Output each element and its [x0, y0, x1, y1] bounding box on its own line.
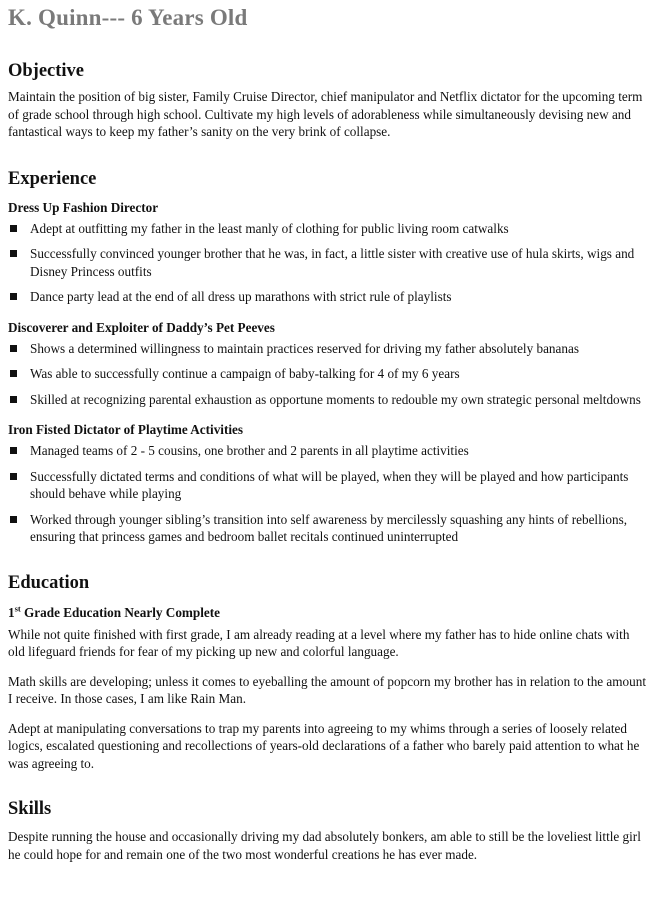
experience-heading: Experience: [8, 168, 97, 189]
education-paragraph: Math skills are developing; unless it comes to eyeballing the amount of popcorn my brother has in relation to the amount I receive. In those cases, I am like Rain Man.: [8, 673, 646, 706]
objective-heading: Objective: [8, 61, 85, 81]
list-item: Worked through younger sibling’s transition into self awareness by mercilessly squashing any hints of rebellions, ensuring that princess games and bedroom ballet recitals continued uninterrupted: [8, 511, 646, 546]
job-title-playtime: Iron Fisted Dictator of Playtime Activities: [8, 422, 244, 437]
bullet-square-icon: [10, 473, 17, 480]
job-title-dress-up: Dress Up Fashion Director: [8, 199, 159, 215]
job-bullets-dress-up: [8, 220, 646, 306]
education-paragraph: While not quite finished with first grade, I am already reading at a level where my father has to hide online chats with old lifeguard friends for fear of my picking up new and colorful language.: [8, 626, 630, 659]
list-item: Managed teams of 2 - 5 cousins, one brother and 2 parents in all playtime activities: [8, 442, 646, 460]
list-item: Skilled at recognizing parental exhaustion as opportune moments to redouble my own strategic personal meltdowns: [8, 391, 646, 409]
resume-name: K. Quinn--- 6 Years Old: [8, 5, 248, 30]
job-title-pet-peeves: Discoverer and Exploiter of Daddy’s Pet Peeves: [8, 319, 275, 335]
list-item: Dance party lead at the end of all dress up marathons with strict rule of playlists: [8, 288, 646, 306]
bullet-square-icon: [10, 516, 17, 523]
skills-heading: Skills: [8, 799, 52, 819]
bullet-square-icon: [10, 396, 17, 403]
education-paragraph: Adept at manipulating conversations to trap my parents into agreeing to my whims through a series of loosely related logics, escalated questioning and recollections of years-old declarations of a father who barely paid attention to what he was agreeing to.: [8, 720, 640, 771]
list-item: Successfully convinced younger brother that he was, in fact, a little sister with creative use of hula skirts, wigs and Disney Princess outfits: [8, 245, 646, 280]
bullet-square-icon: [10, 370, 17, 377]
list-item: Successfully dictated terms and conditions of what will be played, when they will be played and how participants should behave while playing: [8, 468, 646, 503]
list-item: Shows a determined willingness to maintain practices reserved for driving my father absolutely bananas: [8, 340, 646, 358]
education-degree: 1st Grade Education Nearly Complete: [8, 603, 220, 620]
skills-text: Despite running the house and occasionally driving my dad absolutely bonkers, am able to still be the loveliest little girl he could hope for and remain one of the two most wonderful creations he has ever made.: [8, 829, 641, 862]
bullet-square-icon: [10, 293, 17, 300]
education-heading: Education: [8, 572, 90, 593]
bullet-square-icon: [10, 447, 17, 454]
job-bullets-pet-peeves: [8, 340, 646, 409]
bullet-square-icon: [10, 225, 17, 232]
job-bullets-playtime: [8, 442, 646, 546]
bullet-square-icon: [10, 250, 17, 257]
objective-text: Maintain the position of big sister, Family Cruise Director, chief manipulator and Netflix dictator for the upcoming term of grade school through high school. Cultivate my high levels of adorableness while simultaneously devising new and fantastical ways to keep my father’s sanity on the very brink of collapse.: [8, 89, 643, 139]
list-item: Was able to successfully continue a campaign of baby-talking for 4 of my 6 years: [8, 365, 646, 383]
list-item: Adept at outfitting my father in the least manly of clothing for public living room catwalks: [8, 220, 646, 238]
bullet-square-icon: [10, 345, 17, 352]
